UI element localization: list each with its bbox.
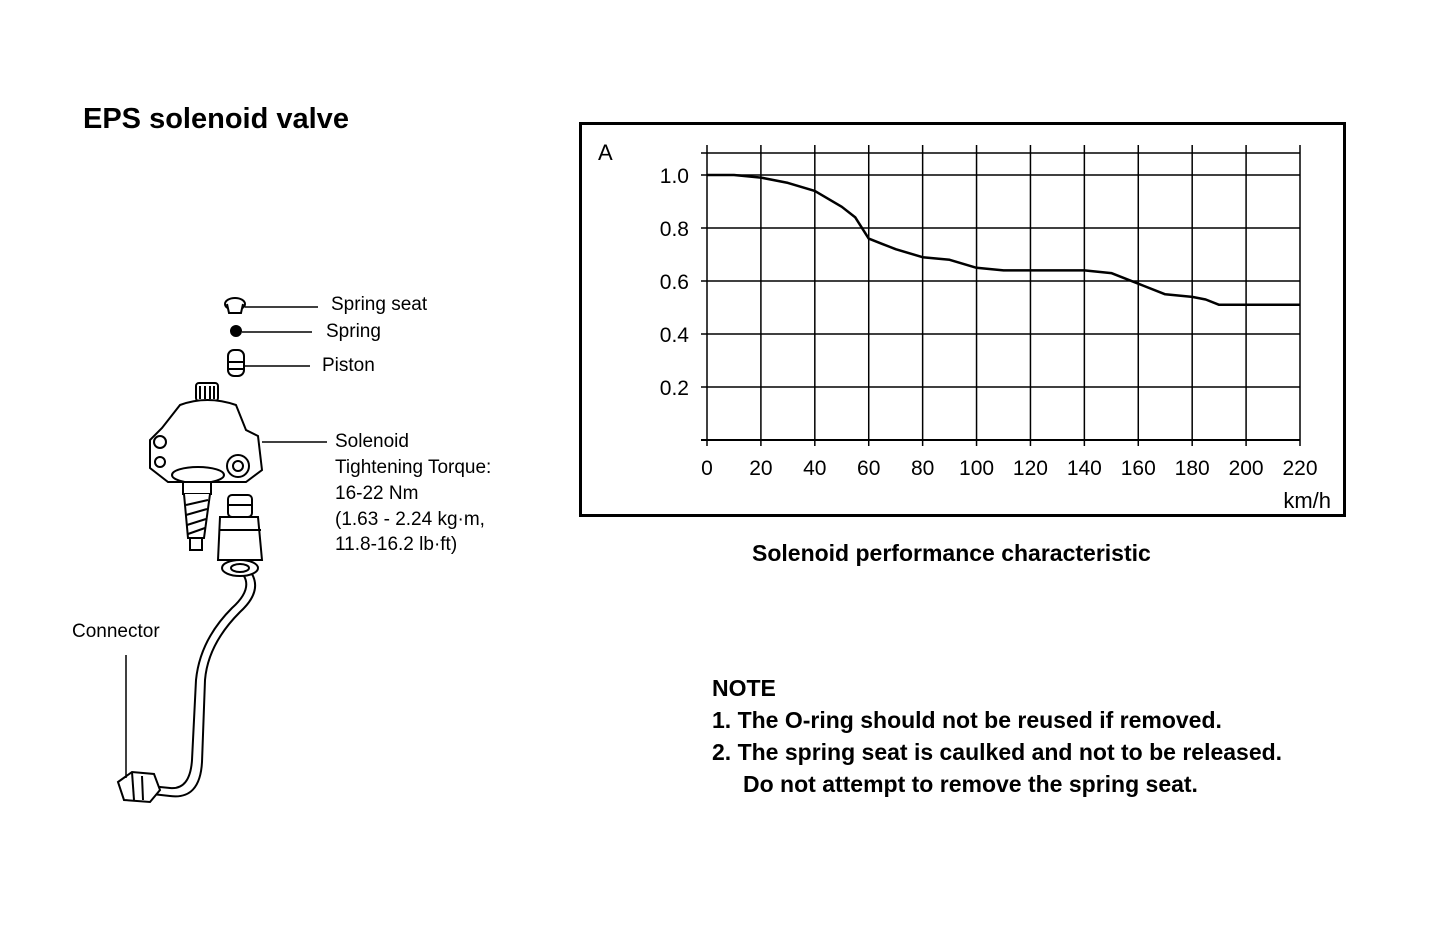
performance-chart-svg — [582, 125, 1343, 514]
chart-caption: Solenoid performance characteristic — [752, 540, 1151, 566]
piston-part — [228, 350, 244, 376]
y-tick-label: 0.8 — [659, 218, 689, 241]
spring-label: Spring — [326, 321, 381, 342]
page-title: EPS solenoid valve — [83, 103, 349, 135]
x-tick-label: 160 — [1120, 457, 1156, 480]
sensor-plug-part — [218, 495, 262, 576]
x-tick-label: 120 — [1012, 457, 1048, 480]
torque-label: Tightening Torque: — [335, 457, 492, 478]
wire-harness — [150, 574, 255, 796]
y-tick-label: 0.4 — [659, 324, 689, 347]
x-tick-label: 0 — [701, 457, 713, 480]
x-axis-label: km/h — [1283, 488, 1331, 513]
x-tick-label: 140 — [1066, 457, 1102, 480]
x-tick-label: 80 — [910, 457, 935, 480]
y-axis-label: A — [598, 140, 613, 165]
spring-seat-label: Spring seat — [331, 294, 428, 315]
x-tick-label: 20 — [749, 457, 773, 480]
connector-part — [118, 772, 160, 802]
x-tick-label: 220 — [1282, 457, 1318, 480]
solenoid-valve-illustration — [0, 0, 560, 840]
torque-lbft-value: 11.8-16.2 lb·ft) — [335, 534, 458, 555]
spring-seat-part — [225, 298, 245, 313]
piston-label: Piston — [322, 355, 375, 376]
note-item-1: 1. The O-ring should not be reused if removed. — [712, 707, 1222, 733]
x-tick-label: 200 — [1228, 457, 1264, 480]
torque-nm-value: 16-22 Nm — [335, 483, 419, 504]
y-tick-label: 1.0 — [659, 165, 689, 188]
note-block — [712, 672, 1282, 800]
connector-label: Connector — [72, 621, 160, 642]
y-tick-label: 0.2 — [659, 377, 689, 400]
note-item-2-continued: Do not attempt to remove the spring seat. — [743, 771, 1198, 797]
y-tick-label: 0.6 — [659, 271, 689, 294]
x-tick-label: 60 — [857, 457, 881, 480]
x-tick-label: 100 — [959, 457, 995, 480]
torque-kgm-value: (1.63 - 2.24 kg·m, — [335, 509, 485, 530]
solenoid-label: Solenoid — [335, 431, 409, 452]
x-tick-label: 40 — [803, 457, 827, 480]
note-item-2: 2. The spring seat is caulked and not to be released. — [712, 739, 1283, 765]
note-heading: NOTE — [712, 675, 776, 701]
spring-part — [231, 326, 241, 336]
performance-chart — [579, 122, 1346, 517]
x-tick-label: 180 — [1174, 457, 1210, 480]
current-curve — [707, 175, 1300, 305]
